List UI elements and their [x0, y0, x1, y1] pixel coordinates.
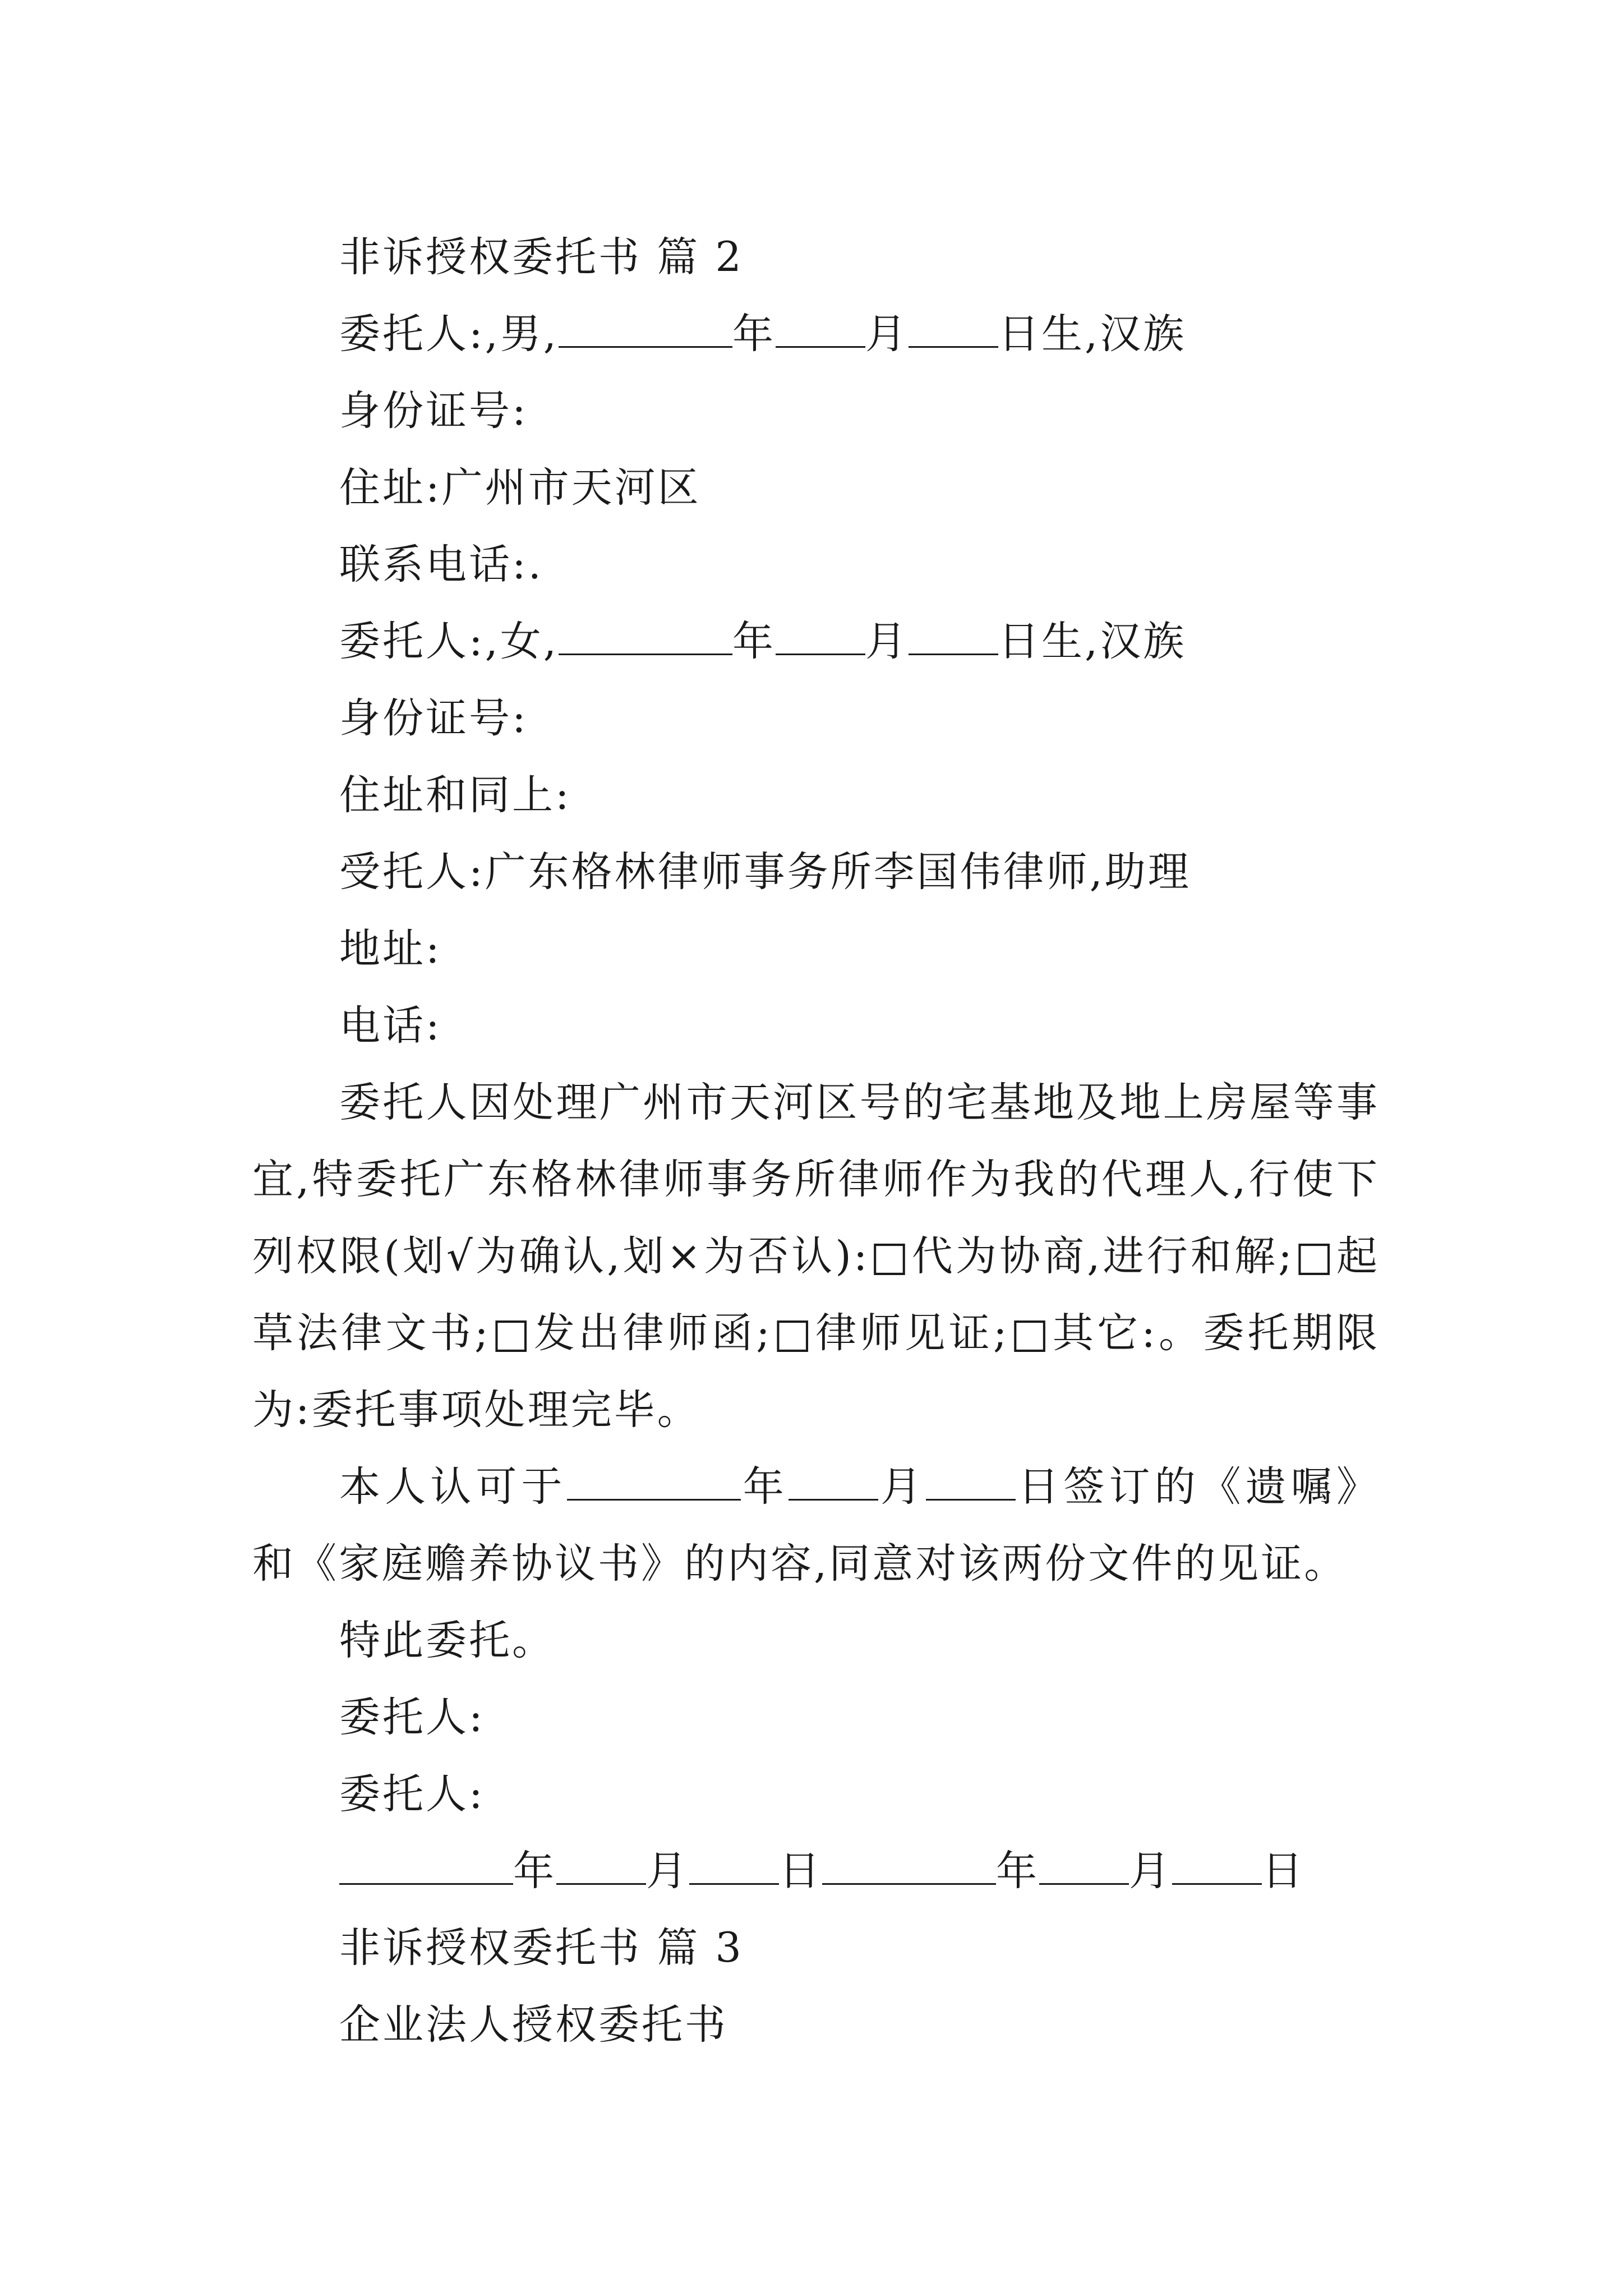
phone-1: 联系电话:. [339, 541, 543, 588]
month-label: 月 [878, 1463, 926, 1511]
signer-1: 委托人: [339, 1694, 485, 1741]
year-blank [822, 1848, 996, 1885]
day-suffix: 日生,汉族 [998, 618, 1187, 665]
year-label: 年 [996, 1847, 1039, 1895]
id-number-2: 身份证号: [339, 694, 528, 742]
year-blank [339, 1848, 513, 1885]
day-suffix: 日生,汉族 [998, 310, 1187, 358]
address-2: 住址和同上: [339, 771, 571, 819]
year-blank [567, 1464, 741, 1501]
year-label: 年 [732, 618, 776, 665]
month-label: 月 [865, 310, 909, 358]
date-line [252, 1833, 1380, 1910]
month-blank [1039, 1848, 1129, 1885]
section-subheading-3: 企业法人授权委托书 [339, 2001, 728, 2049]
ack-suffix: 日签订的《遗嘱》和《家庭赡养协议书》的内容,同意对该两份文件的见证。 [252, 1463, 1380, 1588]
principal-2-line [252, 603, 1380, 680]
section-heading-2: 非诉授权委托书 篇 2 [339, 233, 744, 281]
document-body [252, 219, 1380, 2063]
day-label: 日 [1262, 1847, 1305, 1895]
agent-line: 受托人:广东格林律师事务所李国伟律师,助理 [339, 848, 1191, 896]
month-label: 月 [1129, 1847, 1172, 1895]
year-label: 年 [513, 1847, 556, 1895]
section-heading-3: 非诉授权委托书 篇 3 [339, 1924, 744, 1972]
year-label: 年 [732, 310, 776, 358]
signer-2: 委托人: [339, 1770, 485, 1818]
authorization-paragraph: 委托人因处理广州市天河区号的宅基地及地上房屋等事宜,特委托广东格林律师事务所律师作为我的代理人,行使下列权限(划√为确认,划×为否认):□代为协商,进行和解;□起草法律文书;□发出律师函;□律师见证;□其它:。委托期限为:委托事项处理完毕。 [252, 1079, 1380, 1434]
day-label: 日 [779, 1847, 822, 1895]
month-blank [776, 619, 865, 655]
agent-phone: 电话: [339, 1002, 442, 1050]
principal-1-line [252, 296, 1380, 372]
year-blank [559, 311, 732, 348]
agent-address: 地址: [339, 925, 442, 973]
closing-line: 特此委托。 [339, 1617, 555, 1664]
id-number-1: 身份证号: [339, 387, 528, 435]
address-1: 住址:广州市天河区 [339, 464, 701, 512]
day-blank [689, 1848, 779, 1885]
month-label: 月 [865, 618, 909, 665]
month-label: 月 [646, 1847, 689, 1895]
day-blank [926, 1464, 1016, 1501]
ack-prefix: 本人认可于 [339, 1463, 567, 1511]
principal-2-prefix: 委托人:,女, [339, 618, 559, 665]
year-label: 年 [740, 1463, 789, 1511]
day-blank [909, 619, 998, 655]
month-blank [556, 1848, 646, 1885]
principal-1-prefix: 委托人:,男, [339, 310, 559, 358]
month-blank [776, 311, 865, 348]
month-blank [789, 1464, 878, 1501]
year-blank [559, 619, 732, 655]
day-blank [1172, 1848, 1262, 1885]
day-blank [909, 311, 998, 348]
acknowledgement-paragraph [252, 1448, 1380, 1602]
